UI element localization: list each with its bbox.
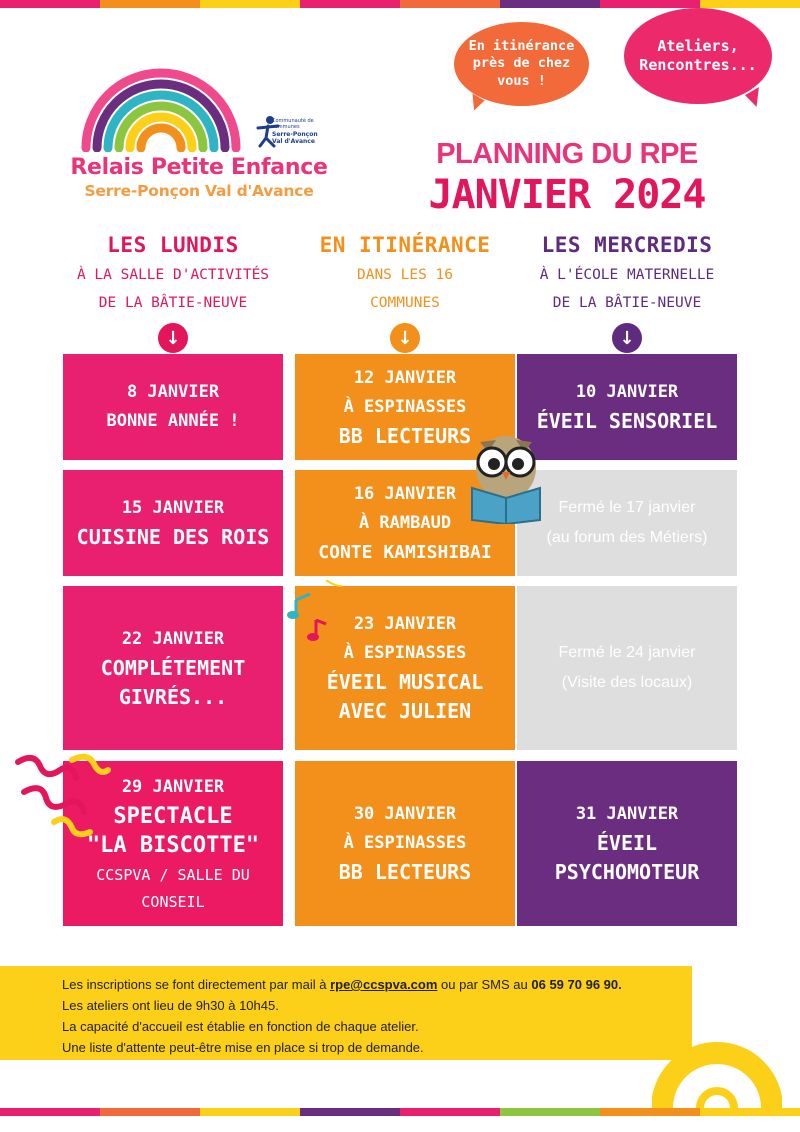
bubble-left-line-2: près de chez [472,55,571,72]
column-title: LES MERCREDIS [541,233,713,257]
music-notes-icon [286,580,346,644]
schedule-cell-wed-31 [517,761,737,926]
cell-date: 30 JANVIER [353,804,457,824]
cell-event-line-1: COMPLÉTEMENT [100,655,246,680]
rpe-logo [68,52,338,212]
column-title: LES LUNDIS [107,233,239,257]
email-link[interactable]: rpe@ccspva.com [330,977,438,992]
cell-event-line-2: AVEC JULIEN [338,699,472,723]
bubble-right-line-2: Rencontres... [639,56,757,74]
cell-event: BB LECTEURS [338,423,472,448]
column-header-wednesdays [517,233,737,353]
bubble-right-line-1: Ateliers, [657,36,739,55]
bubble-left-line-1: En itinérance [468,37,575,54]
cell-date: 31 JANVIER [575,804,679,824]
column-subtitle-2: DE LA BÂTIE-NEUVE [98,295,248,311]
column-subtitle-2: DE LA BÂTIE-NEUVE [552,295,702,311]
confetti-streamer-icon [14,752,114,842]
cell-date: 15 JANVIER [121,498,225,518]
bubble-left-line-3: vous ! [497,72,546,89]
partner-line-2: Serre-Ponçon [272,130,318,138]
arrow-down-icon: ↓ [612,323,642,353]
cell-date: 22 JANVIER [121,628,225,649]
cell-place: À ESPINASSES [343,833,467,853]
decorative-arc-icon [652,1038,782,1108]
cell-event-line-1: ÉVEIL MUSICAL [326,670,484,694]
cell-event: CONTE KAMISHIBAI [318,541,492,563]
cell-closed-line-1: Fermé le 24 janvier [558,644,696,661]
arrow-down-icon: ↓ [390,323,420,353]
cell-place: À RAMBAUD [358,512,452,533]
phone-number: 06 59 70 96 90. [531,977,622,992]
footer-line-1-text-b: ou par SMS au [437,977,532,992]
info-footer [0,966,692,1060]
schedule-cell-wed-24-closed [517,586,737,750]
cell-note-line-2: CONSEIL [141,893,205,911]
cell-event-line-2: PSYCHOMOTEUR [554,860,700,884]
logo-subtitle: Serre-Ponçon Val d'Avance [84,182,314,200]
cell-date: 10 JANVIER [575,382,679,402]
footer-line-1 [62,974,692,995]
schedule-cell-mon-15 [63,470,283,576]
cell-place: À ESPINASSES [343,396,467,417]
cell-closed-line-2: (Visite des locaux) [561,674,693,691]
partner-line-3: Val d'Avance [272,138,315,145]
cell-date: 16 JANVIER [353,483,457,504]
cell-event: CUISINE DES ROIS [76,525,270,549]
itinerance-bubble [454,22,589,106]
column-subtitle-1: DANS LES 16 [356,267,454,283]
cell-closed-line-1: Fermé le 17 janvier [558,499,696,516]
cell-date: 23 JANVIER [353,614,457,634]
cell-date: 8 JANVIER [126,382,220,402]
cell-event-line-1: SPECTACLE [113,804,233,829]
cell-note-line-1: CCSPVA / SALLE DU [96,866,250,884]
cell-event: ÉVEIL SENSORIEL [536,409,718,433]
footer-line-4: Une liste d'attente peut-être mise en place si trop de demande. [62,1040,424,1055]
owl-reading-icon [466,428,546,524]
cell-date: 12 JANVIER [353,367,457,388]
cell-event: BB LECTEURS [338,860,472,884]
partner-logo [248,114,330,160]
schedule-cell-mon-8 [63,354,283,460]
schedule-cell-mon-22 [63,586,283,750]
rainbow-icon [76,52,246,152]
cell-event-line-2: "LA BISCOTTE" [86,833,260,858]
top-color-stripe [0,0,800,8]
column-subtitle-2: COMMUNES [370,295,440,311]
logo-title: Relais Petite Enfance [70,155,328,180]
column-title: EN ITINÉRANCE [319,233,491,257]
partner-line-1: Communauté de communes [272,118,314,131]
footer-line-3: La capacité d'accueil est établie en fonction de chaque atelier. [62,1019,419,1034]
ateliers-bubble [624,8,772,104]
cell-event-line-1: ÉVEIL [596,831,658,855]
column-header-itinerance [295,233,515,353]
column-subtitle-1: À LA SALLE D'ACTIVITÉS [76,267,270,283]
column-subtitle-1: À L'ÉCOLE MATERNELLE [539,267,715,283]
cell-event: BONNE ANNÉE ! [106,411,240,431]
arrow-down-icon: ↓ [158,323,188,353]
schedule-cell-iti-30 [295,761,515,926]
cell-closed-line-2: (au forum des Métiers) [546,529,708,546]
cell-event-line-2: GIVRÉS... [118,684,228,709]
schedule-cell-wed-10 [517,354,737,460]
bottom-color-stripe [0,1108,800,1116]
column-header-mondays [63,233,283,353]
planning-month: JANVIER 2024 [428,172,706,218]
schedule-cell-wed-17-closed [517,470,737,576]
planning-title: PLANNING DU RPE [436,138,698,170]
footer-line-2: Les ateliers ont lieu de 9h30 à 10h45. [62,998,279,1013]
footer-line-1-text-a: Les inscriptions se font directement par mail à [62,977,331,992]
cell-date: 29 JANVIER [121,777,225,797]
cell-place: À ESPINASSES [343,643,467,663]
